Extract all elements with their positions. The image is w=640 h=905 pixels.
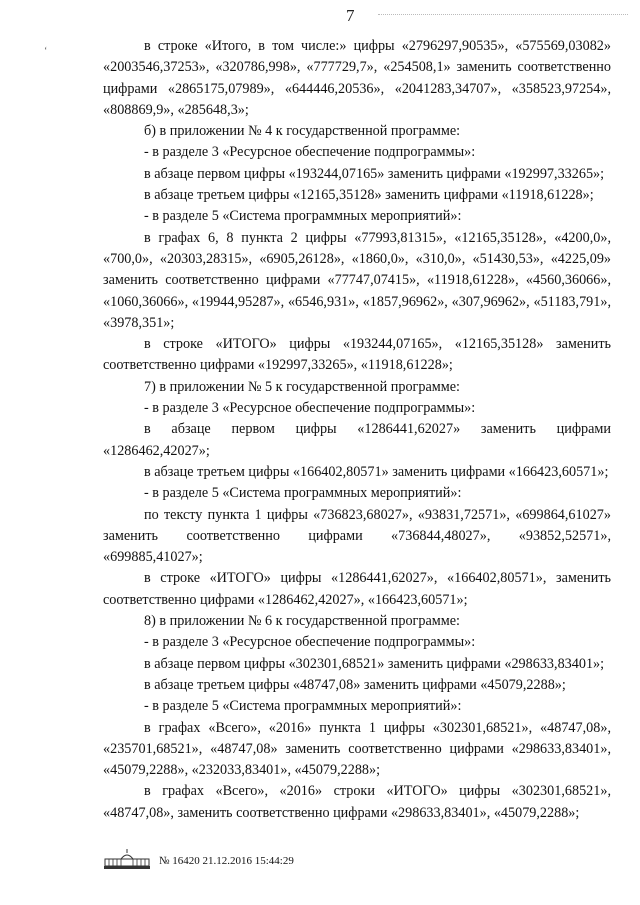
- paragraph: в строке «Итого, в том числе:» цифры «2796297,90535», «575569,03082» «2003546,37253», «320786,998», «777729,7», «254508,1» заменить соответственно цифрами «2865175,07989», «644446,20536», «2041283,34707», «358523,97254», «808869,9», «285648,3»;: [103, 38, 611, 118]
- paragraph: б) в приложении № 4 к государственной программе:: [144, 123, 461, 140]
- paragraph: - в разделе 3 «Ресурсное обеспечение подпрограммы»:: [144, 400, 476, 417]
- paragraph: в абзаце третьем цифры «48747,08» заменить цифрами «45079,2288»;: [144, 676, 566, 693]
- page-number: 7: [346, 6, 355, 25]
- page-mark: ʻ: [44, 46, 48, 57]
- paragraph: в графах «Всего», «2016» строки «ИТОГО» цифры «302301,68521», «48747,08», заменить соответственно цифрами «298633,83401», «45079,2288»;: [103, 783, 611, 821]
- paragraph: - в разделе 3 «Ресурсное обеспечение подпрограммы»:: [144, 634, 476, 651]
- paragraph: в абзаце первом цифры «193244,07165» заменить цифрами «192997,33265»;: [144, 165, 605, 182]
- paragraph: - в разделе 5 «Система программных мероприятий»:: [144, 208, 462, 225]
- document-body: [103, 36, 611, 824]
- doc-stamp: № 16420 21.12.2016 15:44:29: [159, 855, 294, 867]
- paragraph: в абзаце первом цифры «302301,68521» заменить цифрами «298633,83401»;: [144, 655, 605, 672]
- paragraph: в графах «Всего», «2016» пункта 1 цифры «302301,68521», «48747,08», «235701,68521», «48747,08» заменить соответственно цифрами «298633,83401», «45079,2288», «232033,83401», «45079,2288»;: [103, 719, 611, 779]
- government-seal-icon: [103, 848, 151, 870]
- paragraph: в абзаце первом цифры «1286441,62027» заменить цифрами «1286462,42027»;: [103, 421, 611, 459]
- document-footer: [103, 848, 294, 870]
- paragraph: 7) в приложении № 5 к государственной программе:: [144, 378, 460, 395]
- paragraph: - в разделе 5 «Система программных мероприятий»:: [144, 698, 462, 715]
- paragraph: в графах 6, 8 пункта 2 цифры «77993,81315», «12165,35128», «4200,0», «700,0», «20303,28315», «6905,26128», «1860,0», «310,0», «51430,53», «4225,09» заменить соответственно цифрами «77747,07415», «11918,61228», «4560,36066», «1060,36066», «19944,95287», «6546,931», «1857,96962», «307,96962», «51183,791», «3978,351»;: [103, 229, 611, 331]
- header-rule: [378, 14, 628, 15]
- paragraph: - в разделе 3 «Ресурсное обеспечение подпрограммы»:: [144, 144, 476, 161]
- paragraph: - в разделе 5 «Система программных мероприятий»:: [144, 485, 462, 502]
- paragraph: в строке «ИТОГО» цифры «193244,07165», «12165,35128» заменить соответственно цифрами «192997,33265», «11918,61228»;: [103, 336, 611, 374]
- paragraph: в строке «ИТОГО» цифры «1286441,62027», «166402,80571», заменить соответственно цифрами «1286462,42027», «166423,60571»;: [103, 570, 611, 608]
- paragraph: в абзаце третьем цифры «166402,80571» заменить цифрами «166423,60571»;: [144, 463, 609, 480]
- paragraph: по тексту пункта 1 цифры «736823,68027», «93831,72571», «699864,61027» заменить соответственно цифрами «736844,48027», «93852,52571», «699885,41027»;: [103, 506, 611, 566]
- paragraph: 8) в приложении № 6 к государственной программе:: [144, 613, 460, 630]
- paragraph: в абзаце третьем цифры «12165,35128» заменить цифрами «11918,61228»;: [144, 187, 594, 204]
